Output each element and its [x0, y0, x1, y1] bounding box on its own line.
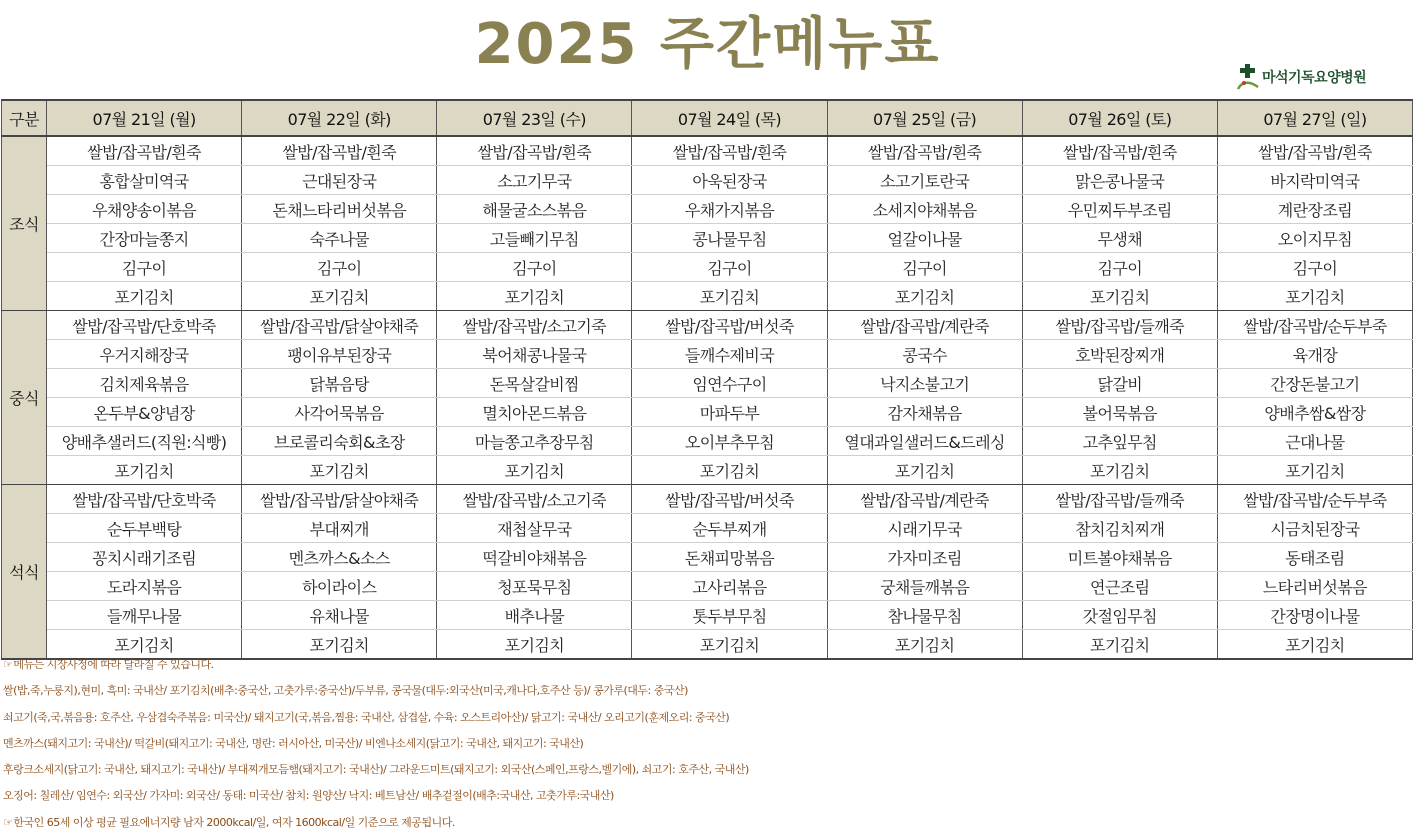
table-row: [2, 136, 1413, 166]
menu-item: 김구이: [1217, 253, 1412, 282]
menu-item: 미트볼야채볶음: [1022, 543, 1217, 572]
menu-item: 콩나물무침: [632, 224, 827, 253]
note-line: [3, 757, 1413, 783]
note-text: 쇠고기(죽,국,볶음용: 호주산, 우삼겹숙주볶음: 미국산)/ 돼지고기(국,볶음,찜용: 국내산, 삼겹살, 수육: 오스트리아산)/ 닭고기: 국내산/ 오리고기(훈제오리: 중국산): [3, 710, 730, 724]
menu-item: 닭갈비: [1022, 369, 1217, 398]
menu-item: 배추나물: [437, 601, 632, 630]
menu-item: 쌀밥/잡곡밥/소고기죽: [437, 485, 632, 514]
menu-item: 양배추쌈&쌈장: [1217, 398, 1412, 427]
menu-item: 쌀밥/잡곡밥/흰죽: [1217, 136, 1412, 166]
table-row: [2, 398, 1413, 427]
hospital-logo: [1236, 62, 1366, 92]
menu-item: 임연수구이: [632, 369, 827, 398]
table-row: [2, 311, 1413, 340]
menu-item: 포기김치: [1022, 630, 1217, 660]
day-header: 07월 23일 (수): [437, 100, 632, 136]
menu-item: 가자미조림: [827, 543, 1022, 572]
menu-item: 우거지해장국: [47, 340, 242, 369]
day-header: 07월 22일 (화): [242, 100, 437, 136]
menu-item: 포기김치: [437, 630, 632, 660]
menu-item: 멘츠까스&소스: [242, 543, 437, 572]
table-row: [2, 282, 1413, 311]
menu-item: 김치제육볶음: [47, 369, 242, 398]
table-row: [2, 369, 1413, 398]
pointing-hand-icon: ☞: [3, 815, 13, 829]
menu-item: 포기김치: [1022, 282, 1217, 311]
menu-item: 김구이: [47, 253, 242, 282]
menu-item: 온두부&양념장: [47, 398, 242, 427]
menu-item: 포기김치: [47, 456, 242, 485]
menu-item: 꽁치시래기조림: [47, 543, 242, 572]
menu-item: 닭볶음탕: [242, 369, 437, 398]
menu-item: 홍합살미역국: [47, 166, 242, 195]
menu-item: 포기김치: [1022, 456, 1217, 485]
menu-item: 쌀밥/잡곡밥/흰죽: [437, 136, 632, 166]
menu-item: 쌀밥/잡곡밥/단호박죽: [47, 485, 242, 514]
menu-item: 쌀밥/잡곡밥/소고기죽: [437, 311, 632, 340]
pointing-hand-icon: ☞: [3, 658, 13, 671]
lunch-section: [2, 311, 1413, 485]
menu-item: 아욱된장국: [632, 166, 827, 195]
menu-item: 볼어묵볶음: [1022, 398, 1217, 427]
meal-label: 중식: [2, 311, 47, 485]
menu-item: 쌀밥/잡곡밥/흰죽: [242, 136, 437, 166]
menu-item: 포기김치: [47, 282, 242, 311]
menu-item: 순두부찌개: [632, 514, 827, 543]
menu-item: 쌀밥/잡곡밥/순두부죽: [1217, 485, 1412, 514]
day-header: 07월 24일 (목): [632, 100, 827, 136]
menu-item: 포기김치: [827, 456, 1022, 485]
menu-item: 김구이: [827, 253, 1022, 282]
menu-item: 쌀밥/잡곡밥/흰죽: [632, 136, 827, 166]
menu-item: 포기김치: [827, 282, 1022, 311]
menu-item: 쌀밥/잡곡밥/순두부죽: [1217, 311, 1412, 340]
menu-item: 소세지야채볶음: [827, 195, 1022, 224]
menu-item: 포기김치: [47, 630, 242, 660]
note-text: 후랑크소세지(닭고기: 국내산, 돼지고기: 국내산)/ 부대찌개모듬햄(돼지고기: 국내산)/ 그라운드미트(돼지고기: 외국산(스페인,프랑스,벨기에), 쇠고기: 호주산, 국내산): [3, 763, 749, 777]
menu-item: 해물굴소스볶음: [437, 195, 632, 224]
menu-item: 마파두부: [632, 398, 827, 427]
menu-item: 얼갈이나물: [827, 224, 1022, 253]
menu-item: 유채나물: [242, 601, 437, 630]
table-header-row: [2, 100, 1413, 136]
day-header: 07월 25일 (금): [827, 100, 1022, 136]
menu-item: 하이라이스: [242, 572, 437, 601]
menu-item: 포기김치: [242, 282, 437, 311]
meal-label: 조식: [2, 136, 47, 311]
table-row: [2, 253, 1413, 282]
menu-item: 낙지소불고기: [827, 369, 1022, 398]
notes-section: [3, 652, 1413, 836]
menu-item: 순두부백탕: [47, 514, 242, 543]
menu-item: 쌀밥/잡곡밥/흰죽: [47, 136, 242, 166]
table-row: [2, 427, 1413, 456]
menu-item: 열대과일샐러드&드레싱: [827, 427, 1022, 456]
table-row: [2, 195, 1413, 224]
menu-item: 팽이유부된장국: [242, 340, 437, 369]
note-line: [3, 652, 1413, 678]
menu-item: 북어채콩나물국: [437, 340, 632, 369]
menu-item: 포기김치: [437, 282, 632, 311]
menu-item: 부대찌개: [242, 514, 437, 543]
menu-item: 근대나물: [1217, 427, 1412, 456]
menu-item: 포기김치: [1217, 630, 1412, 660]
menu-item: 쌀밥/잡곡밥/버섯죽: [632, 485, 827, 514]
table-row: [2, 224, 1413, 253]
menu-item: 간장명이나물: [1217, 601, 1412, 630]
menu-item: 갓절임무침: [1022, 601, 1217, 630]
menu-item: 멸치아몬드볶음: [437, 398, 632, 427]
menu-item: 포기김치: [632, 630, 827, 660]
menu-item: 김구이: [437, 253, 632, 282]
menu-item: 사각어묵볶음: [242, 398, 437, 427]
table-row: [2, 543, 1413, 572]
menu-item: 쌀밥/잡곡밥/들깨죽: [1022, 311, 1217, 340]
menu-item: 마늘쫑고추장무침: [437, 427, 632, 456]
menu-item: 도라지볶음: [47, 572, 242, 601]
menu-item: 연근조림: [1022, 572, 1217, 601]
menu-item: 참치김치찌개: [1022, 514, 1217, 543]
day-header: 07월 21일 (월): [47, 100, 242, 136]
note-text: 멘츠까스(돼지고기: 국내산)/ 떡갈비(돼지고기: 국내산, 명란: 러시아산, 미국산)/ 비엔나소세지(닭고기: 국내산, 돼지고기: 국내산): [3, 736, 584, 750]
note-text: 메뉴는 시장사정에 따라 달라질 수 있습니다.: [13, 658, 214, 671]
breakfast-section: [2, 136, 1413, 311]
note-text: 한국인 65세 이상 평균 필요에너지량 남자 2000kcal/일, 여자 1600kcal/일 기준으로 제공됩니다.: [13, 815, 455, 829]
menu-item: 간장마늘쫑지: [47, 224, 242, 253]
table-row: [2, 340, 1413, 369]
menu-item: 우채양송이볶음: [47, 195, 242, 224]
menu-item: 감자채볶음: [827, 398, 1022, 427]
menu-item: 쌀밥/잡곡밥/흰죽: [827, 136, 1022, 166]
menu-item: 쌀밥/잡곡밥/계란죽: [827, 311, 1022, 340]
menu-item: 간장돈불고기: [1217, 369, 1412, 398]
menu-item: 재첩살무국: [437, 514, 632, 543]
note-text: 오징어: 칠레산/ 임연수: 외국산/ 가자미: 외국산/ 동태: 미국산/ 참치: 원양산/ 낙지: 베트남산/ 배추겉절이(배추:국내산, 고춧가루:국내산): [3, 789, 614, 803]
menu-item: 우채가지볶음: [632, 195, 827, 224]
note-line: [3, 731, 1413, 757]
note-line: [3, 678, 1413, 704]
menu-item: 바지락미역국: [1217, 166, 1412, 195]
menu-item: 소고기무국: [437, 166, 632, 195]
table-row: [2, 456, 1413, 485]
menu-item: 근대된장국: [242, 166, 437, 195]
menu-item: 청포묵무침: [437, 572, 632, 601]
menu-item: 떡갈비야채볶음: [437, 543, 632, 572]
table-row: [2, 485, 1413, 514]
menu-item: 우민찌두부조림: [1022, 195, 1217, 224]
menu-item: 돈채피망볶음: [632, 543, 827, 572]
menu-item: 톳두부무침: [632, 601, 827, 630]
cross-leaf-icon: [1236, 63, 1260, 91]
menu-item: 쌀밥/잡곡밥/버섯죽: [632, 311, 827, 340]
note-line: [3, 783, 1413, 809]
menu-item: 고사리볶음: [632, 572, 827, 601]
menu-item: 숙주나물: [242, 224, 437, 253]
menu-item: 포기김치: [1217, 282, 1412, 311]
menu-item: 포기김치: [827, 630, 1022, 660]
menu-item: 무생채: [1022, 224, 1217, 253]
menu-item: 소고기토란국: [827, 166, 1022, 195]
menu-item: 김구이: [242, 253, 437, 282]
menu-item: 오이부추무침: [632, 427, 827, 456]
menu-item: 쌀밥/잡곡밥/닭살야채죽: [242, 485, 437, 514]
menu-item: 포기김치: [1217, 456, 1412, 485]
menu-item: 궁채들깨볶음: [827, 572, 1022, 601]
menu-item: 고들빼기무침: [437, 224, 632, 253]
menu-item: 계란장조림: [1217, 195, 1412, 224]
note-text: 쌀(밥,죽,누룽지),현미, 흑미: 국내산/ 포기김치(배추:중국산, 고춧가루:중국산)/두부류, 콩국물(대두:외국산(미국,캐나다,호주산 등)/ 콩가루(대두: 중국산): [3, 684, 688, 698]
menu-item: 육개장: [1217, 340, 1412, 369]
menu-item: 포기김치: [632, 282, 827, 311]
menu-item: 고추잎무침: [1022, 427, 1217, 456]
menu-item: 김구이: [632, 253, 827, 282]
menu-item: 돈목살갈비찜: [437, 369, 632, 398]
note-line: [3, 705, 1413, 731]
page-title: 2025 주간메뉴표: [474, 12, 941, 77]
day-header: 07월 26일 (토): [1022, 100, 1217, 136]
menu-item: 포기김치: [242, 630, 437, 660]
table-row: [2, 601, 1413, 630]
table-row: [2, 572, 1413, 601]
note-line: [3, 810, 1413, 836]
menu-item: 쌀밥/잡곡밥/들깨죽: [1022, 485, 1217, 514]
hospital-name: 마석기독요양병원: [1262, 70, 1367, 86]
menu-item: 브로콜리숙회&초장: [242, 427, 437, 456]
menu-item: 들깨무나물: [47, 601, 242, 630]
menu-item: 느타리버섯볶음: [1217, 572, 1412, 601]
weekly-menu-table: [1, 99, 1413, 660]
menu-item: 양배추샐러드(직원:식빵): [47, 427, 242, 456]
menu-item: 시금치된장국: [1217, 514, 1412, 543]
table-row: [2, 514, 1413, 543]
menu-item: 포기김치: [437, 456, 632, 485]
menu-item: 쌀밥/잡곡밥/닭살야채죽: [242, 311, 437, 340]
meal-label: 석식: [2, 485, 47, 660]
menu-item: 동태조림: [1217, 543, 1412, 572]
menu-item: 포기김치: [242, 456, 437, 485]
menu-item: 참나물무침: [827, 601, 1022, 630]
menu-item: 포기김치: [632, 456, 827, 485]
menu-item: 오이지무침: [1217, 224, 1412, 253]
dinner-section: [2, 485, 1413, 660]
menu-item: 돈채느타리버섯볶음: [242, 195, 437, 224]
menu-item: 맑은콩나물국: [1022, 166, 1217, 195]
table-row: [2, 166, 1413, 195]
menu-item: 호박된장찌개: [1022, 340, 1217, 369]
menu-item: 김구이: [1022, 253, 1217, 282]
menu-item: 쌀밥/잡곡밥/단호박죽: [47, 311, 242, 340]
menu-item: 들깨수제비국: [632, 340, 827, 369]
menu-item: 쌀밥/잡곡밥/흰죽: [1022, 136, 1217, 166]
menu-item: 쌀밥/잡곡밥/계란죽: [827, 485, 1022, 514]
category-header: 구분: [2, 100, 47, 136]
day-header: 07월 27일 (일): [1217, 100, 1412, 136]
menu-item: 콩국수: [827, 340, 1022, 369]
menu-item: 시래기무국: [827, 514, 1022, 543]
